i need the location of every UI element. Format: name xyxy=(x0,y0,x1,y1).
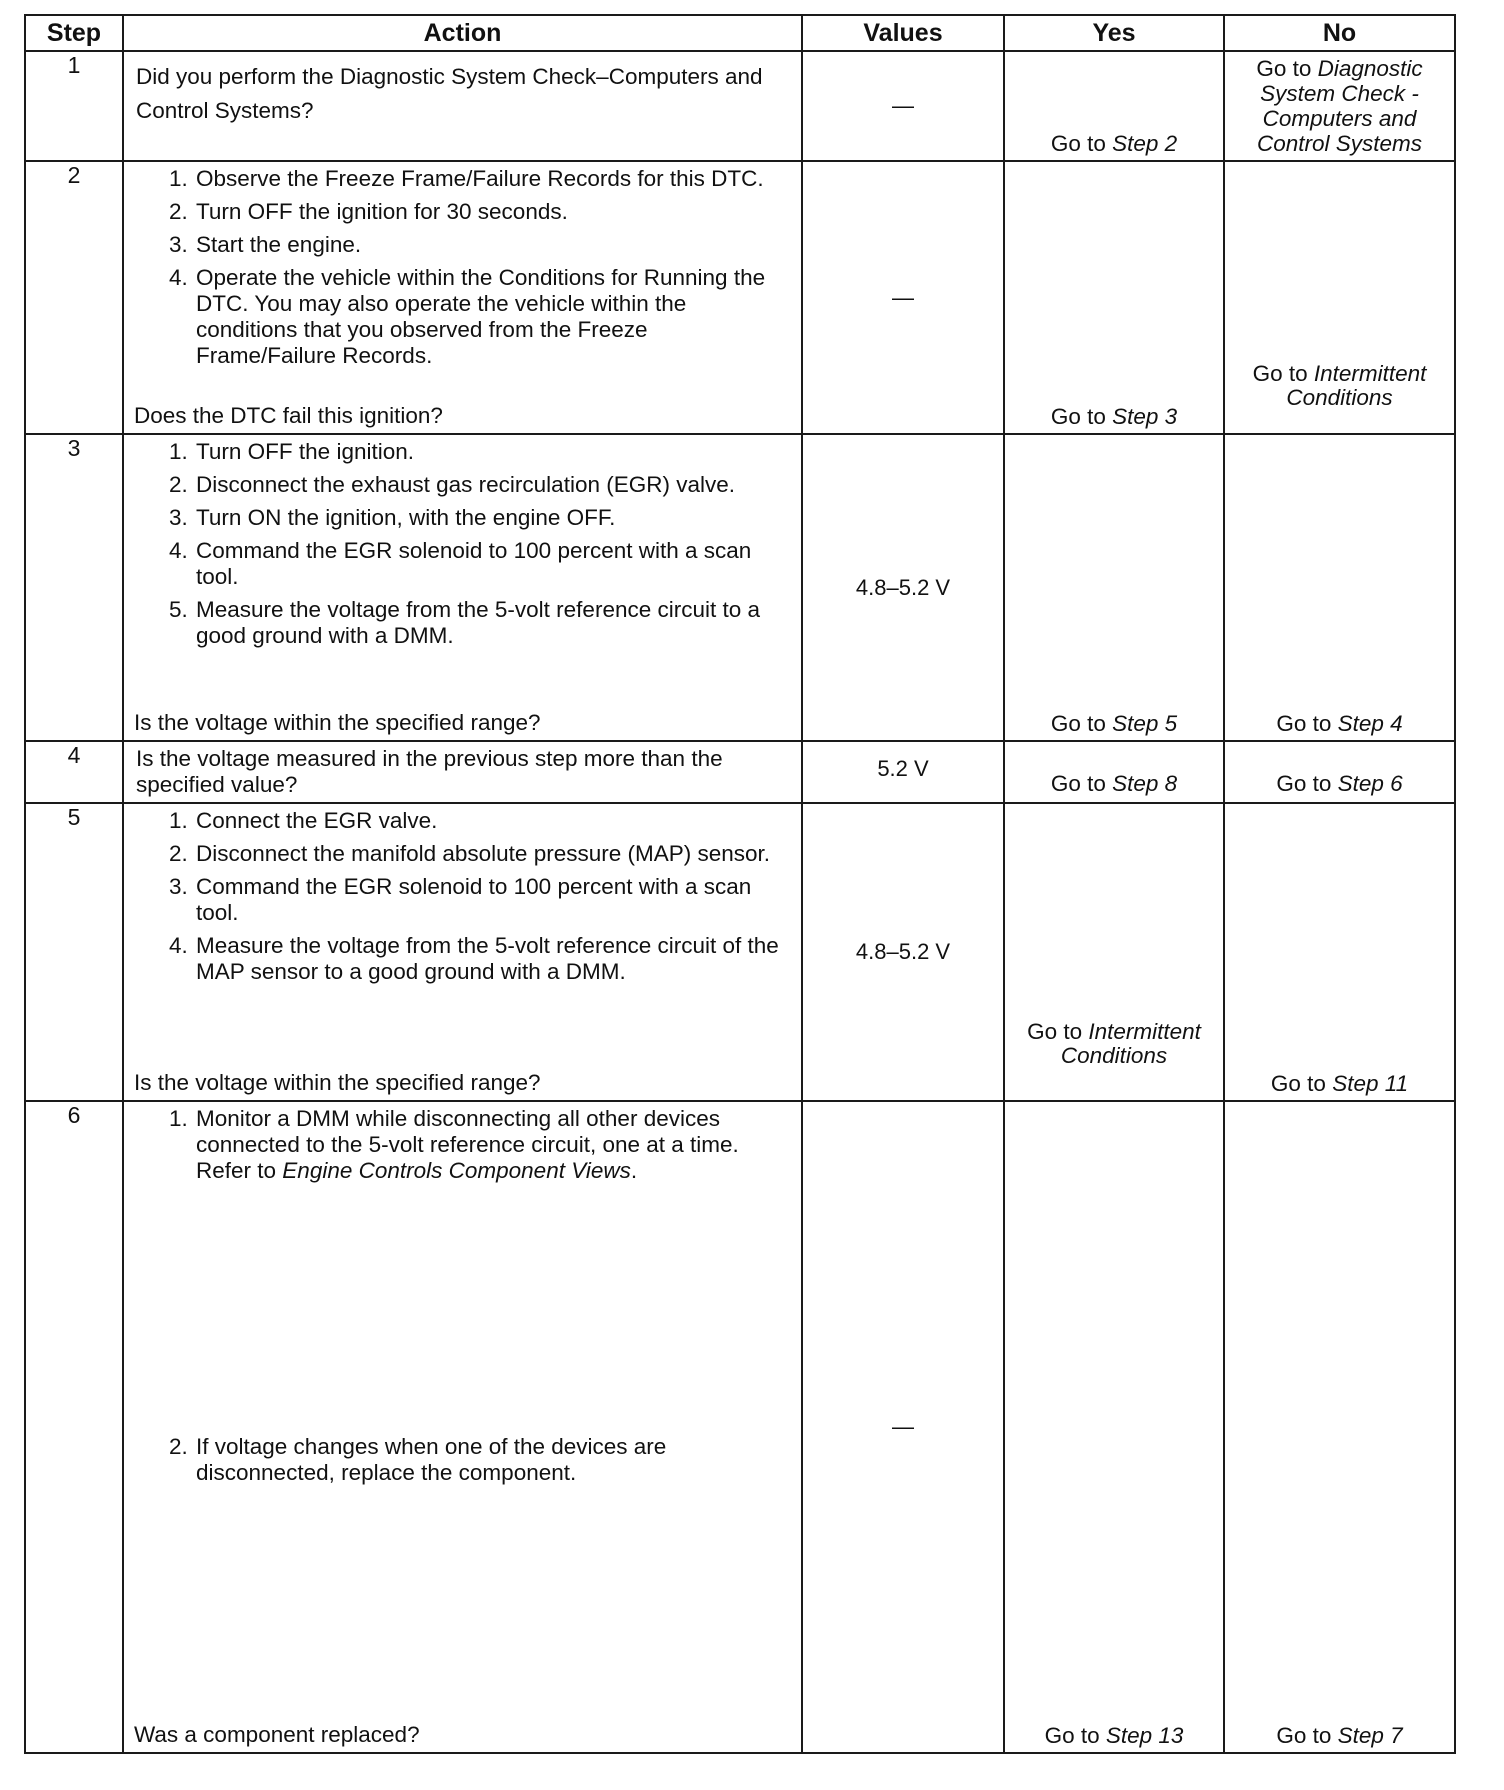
goto-label: Go to xyxy=(1276,771,1332,796)
goto-label: Go to xyxy=(1050,711,1106,736)
reference-link[interactable]: Engine Controls Component Views xyxy=(282,1158,631,1183)
action-text: Is the voltage measured in the previous step more than the specified value? xyxy=(136,746,723,797)
value-cell: — xyxy=(802,51,1004,161)
list-item: 1. Connect the EGR valve. xyxy=(194,808,793,834)
goto-label: Go to xyxy=(1050,404,1106,429)
yes-cell xyxy=(1004,51,1224,161)
yes-link[interactable]: Step 13 xyxy=(1105,1723,1184,1748)
header-action: Action xyxy=(123,15,802,51)
goto-label: Go to xyxy=(1276,1723,1332,1748)
list-item: 2. If voltage changes when one of the devices are disconnected, replace the component. xyxy=(194,1434,793,1486)
value-cell: 4.8–5.2 V xyxy=(802,434,1004,741)
goto-label: Go to xyxy=(1050,131,1106,156)
action-cell xyxy=(123,51,802,161)
question-text: Does the DTC fail this ignition? xyxy=(134,403,443,428)
header-row xyxy=(25,15,1455,51)
list-item: 3. Command the EGR solenoid to 100 percent with a scan tool. xyxy=(194,874,793,926)
value-cell: — xyxy=(802,161,1004,434)
no-cell xyxy=(1224,161,1455,434)
list-item: 3. Turn ON the ignition, with the engine OFF. xyxy=(194,505,793,531)
no-link[interactable]: Intermittent Conditions xyxy=(1286,361,1427,410)
value-cell: 5.2 V xyxy=(802,741,1004,803)
header-yes: Yes xyxy=(1004,15,1224,51)
goto-label: Go to xyxy=(1252,361,1308,386)
no-cell xyxy=(1224,803,1455,1101)
action-cell xyxy=(123,434,802,741)
list-item: 2. Disconnect the manifold absolute pressure (MAP) sensor. xyxy=(194,841,793,867)
yes-link[interactable]: Step 5 xyxy=(1112,711,1178,736)
action-cell xyxy=(123,1101,802,1753)
yes-cell xyxy=(1004,741,1224,803)
step-number: 2 xyxy=(25,161,123,434)
list-item xyxy=(194,1106,793,1184)
value-cell: — xyxy=(802,1101,1004,1753)
table-row xyxy=(25,161,1455,434)
header-no: No xyxy=(1224,15,1455,51)
goto-label: Go to xyxy=(1044,1723,1100,1748)
question-text: Is the voltage within the specified range? xyxy=(134,710,541,735)
no-link[interactable]: Step 4 xyxy=(1337,711,1403,736)
no-cell xyxy=(1224,51,1455,161)
yes-link[interactable]: Step 2 xyxy=(1112,131,1178,156)
header-step: Step xyxy=(25,15,123,51)
action-cell xyxy=(123,161,802,434)
no-cell xyxy=(1224,741,1455,803)
list-item: 4. Operate the vehicle within the Conditions for Running the DTC. You may also operate the vehicle within the conditions that you observed from the Freeze Frame/Failure Records. xyxy=(194,265,793,369)
list-item: 4. Measure the voltage from the 5-volt reference circuit of the MAP sensor to a good ground with a DMM. xyxy=(194,933,793,985)
yes-link[interactable]: Step 3 xyxy=(1112,404,1178,429)
goto-label: Go to xyxy=(1050,771,1106,796)
value-cell: 4.8–5.2 V xyxy=(802,803,1004,1101)
step-number: 5 xyxy=(25,803,123,1101)
action-cell xyxy=(123,803,802,1101)
goto-label: Go to xyxy=(1027,1019,1083,1044)
yes-cell xyxy=(1004,803,1224,1101)
list-item: 1. Turn OFF the ignition. xyxy=(194,439,793,465)
table-row xyxy=(25,803,1455,1101)
goto-label: Go to xyxy=(1276,711,1332,736)
step-number: 4 xyxy=(25,741,123,803)
table-row xyxy=(25,1101,1455,1753)
list-item-text: Monitor a DMM while disconnecting all other devices connected to the 5-volt reference circuit, one at a time. Refer to xyxy=(196,1106,739,1183)
list-item-end: . xyxy=(630,1158,638,1183)
step-number: 1 xyxy=(25,51,123,161)
yes-link[interactable]: Intermittent Conditions xyxy=(1060,1019,1201,1068)
no-link[interactable]: Step 11 xyxy=(1332,1071,1409,1096)
action-text: Did you perform the Diagnostic System Check–Computers and Control Systems? xyxy=(136,64,763,123)
list-item: 2. Turn OFF the ignition for 30 seconds. xyxy=(194,199,793,225)
table-row xyxy=(25,741,1455,803)
question-text: Is the voltage within the specified range? xyxy=(134,1070,541,1095)
table-row xyxy=(25,434,1455,741)
action-cell xyxy=(123,741,802,803)
step-number: 6 xyxy=(25,1101,123,1753)
question-text: Was a component replaced? xyxy=(134,1722,420,1747)
no-link[interactable]: Step 6 xyxy=(1337,771,1403,796)
no-link[interactable]: Step 7 xyxy=(1337,1723,1403,1748)
table-row xyxy=(25,51,1455,161)
list-item: 4. Command the EGR solenoid to 100 percent with a scan tool. xyxy=(194,538,793,590)
list-item: 2. Disconnect the exhaust gas recirculation (EGR) valve. xyxy=(194,472,793,498)
no-cell xyxy=(1224,1101,1455,1753)
no-cell xyxy=(1224,434,1455,741)
yes-cell xyxy=(1004,1101,1224,1753)
no-link[interactable]: Diagnostic System Check - Computers and Control Systems xyxy=(1256,56,1423,156)
yes-cell xyxy=(1004,161,1224,434)
list-item: 5. Measure the voltage from the 5-volt reference circuit to a good ground with a DMM. xyxy=(194,597,793,649)
diagnostic-table xyxy=(24,14,1456,1754)
list-item: 1. Observe the Freeze Frame/Failure Records for this DTC. xyxy=(194,166,793,192)
yes-link[interactable]: Step 8 xyxy=(1112,771,1178,796)
header-values: Values xyxy=(802,15,1004,51)
yes-cell xyxy=(1004,434,1224,741)
goto-label: Go to xyxy=(1270,1071,1326,1096)
step-number: 3 xyxy=(25,434,123,741)
list-item: 3. Start the engine. xyxy=(194,232,793,258)
goto-label: Go to xyxy=(1256,56,1312,81)
